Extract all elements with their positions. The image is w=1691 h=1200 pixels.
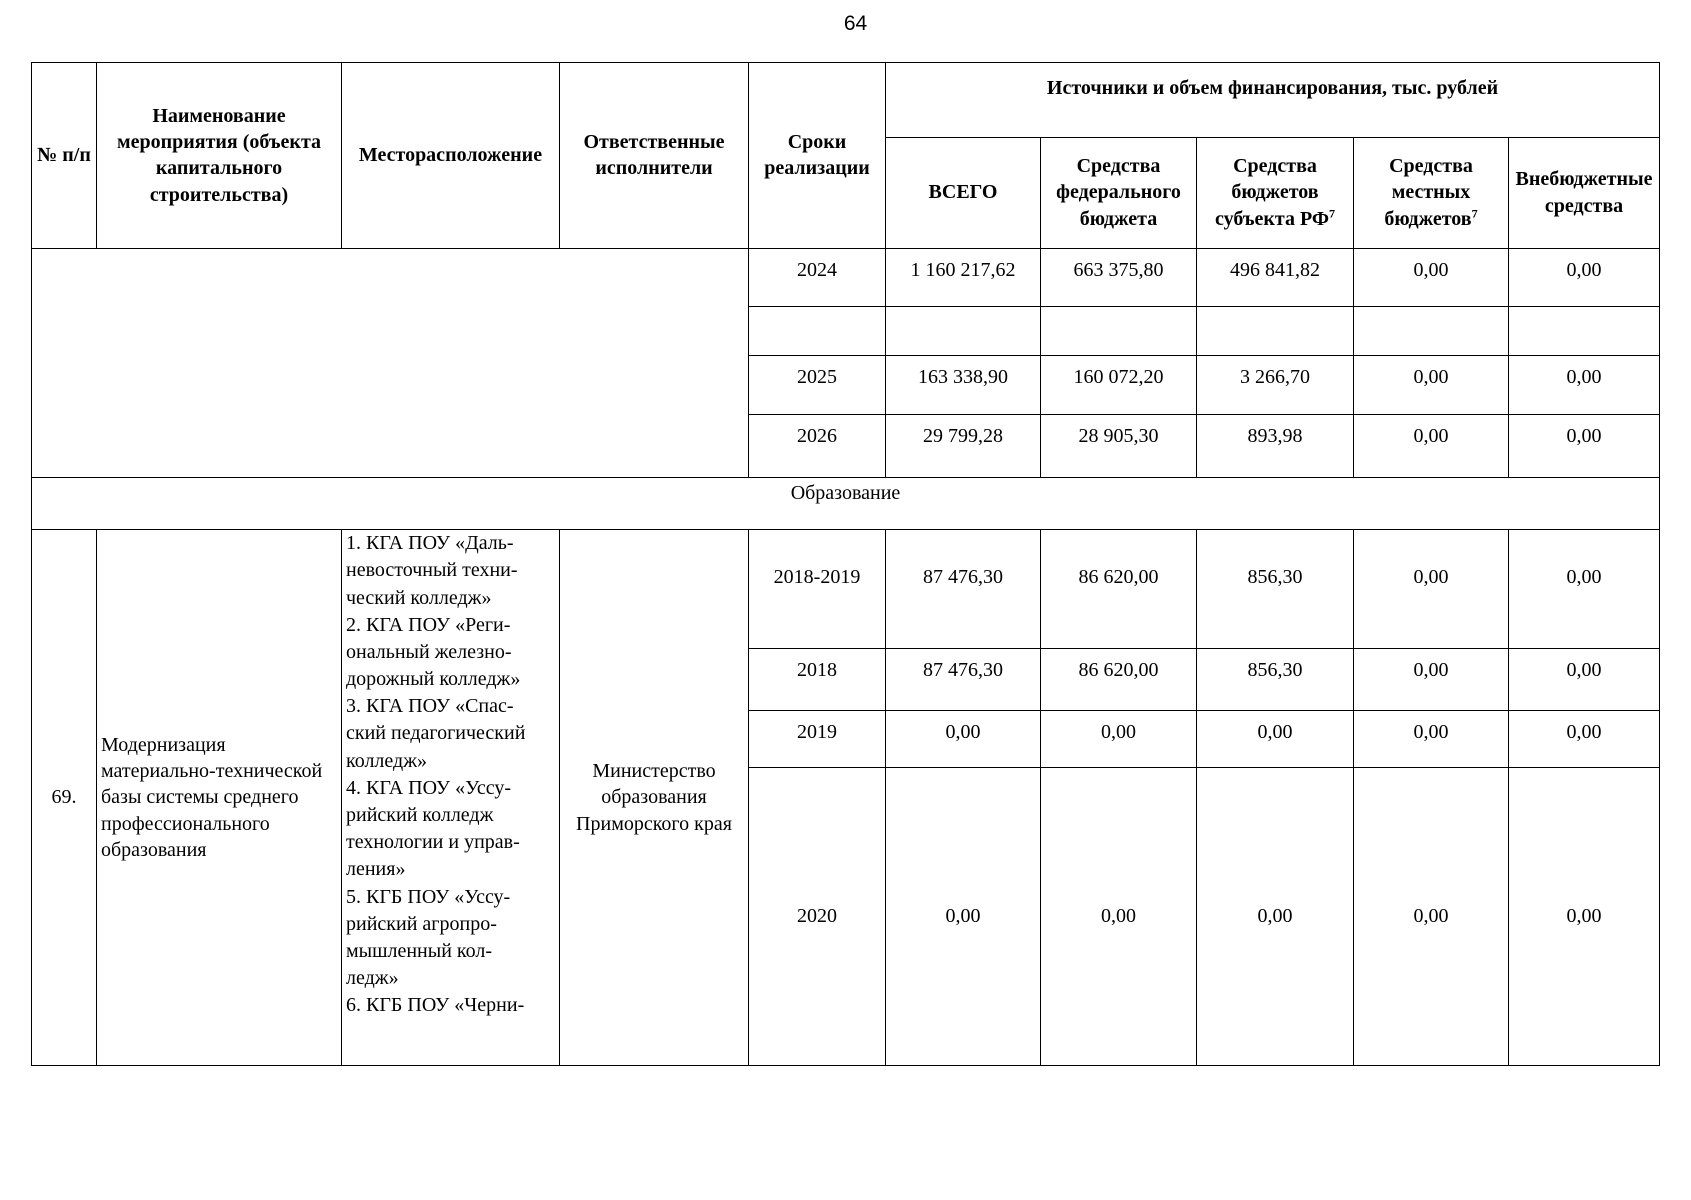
federal-cell	[1041, 307, 1197, 355]
federal-cell: 28 905,30	[1041, 415, 1197, 478]
local-cell: 0,00	[1354, 710, 1509, 768]
regional-cell: 893,98	[1197, 415, 1354, 478]
federal-cell: 86 620,00	[1041, 649, 1197, 711]
location-line: 6. КГБ ПОУ «Черни-	[346, 994, 525, 1017]
federal-cell: 160 072,20	[1041, 355, 1197, 415]
header-name: Наименование мероприятия (объекта капитального строительства)	[97, 63, 342, 249]
location-line: невосточный техни-	[346, 559, 518, 582]
local-cell: 0,00	[1354, 768, 1509, 1066]
item-executor: Министерство образования Приморского края	[560, 530, 749, 1066]
regional-cell: 0,00	[1197, 710, 1354, 768]
item-location	[342, 530, 560, 1066]
total-cell: 0,00	[886, 710, 1041, 768]
regional-cell	[1197, 307, 1354, 355]
section-title: Образование	[32, 477, 1660, 529]
table-row	[32, 530, 1660, 649]
year-cell: 2025	[749, 355, 886, 415]
total-cell: 87 476,30	[886, 530, 1041, 649]
location-line: 2. КГА ПОУ «Реги-	[346, 613, 511, 636]
regional-cell: 3 266,70	[1197, 355, 1354, 415]
header-local: Средства местных бюджетов$^7$	[1354, 137, 1509, 248]
local-cell	[1354, 307, 1509, 355]
year-cell: 2018	[749, 649, 886, 711]
federal-cell: 0,00	[1041, 710, 1197, 768]
location-line: ческий колледж»	[346, 586, 492, 609]
year-cell: 2024	[749, 248, 886, 307]
location-line: 1. КГА ПОУ «Даль-	[346, 532, 514, 555]
total-cell: 163 338,90	[886, 355, 1041, 415]
regional-cell: 0,00	[1197, 768, 1354, 1066]
location-line: колледж»	[346, 749, 428, 772]
location-line: технологии и управ-	[346, 831, 520, 854]
extra-cell	[1509, 307, 1660, 355]
extra-cell: 0,00	[1509, 768, 1660, 1066]
extra-cell: 0,00	[1509, 649, 1660, 711]
header-location: Месторасположение	[342, 63, 560, 249]
year-cell: 2018-2019	[749, 530, 886, 649]
total-cell: 87 476,30	[886, 649, 1041, 711]
item-name: Модернизация материально-технической базы системы среднего профессионального образования	[97, 530, 342, 1066]
header-federal: Средства федерального бюджета	[1041, 137, 1197, 248]
year-cell: 2020	[749, 768, 886, 1066]
extra-cell: 0,00	[1509, 530, 1660, 649]
continuation-blank-cell	[32, 248, 749, 477]
header-executors: Ответственные исполнители	[560, 63, 749, 249]
location-line: 5. КГБ ПОУ «Уссу-	[346, 885, 511, 908]
regional-cell: 496 841,82	[1197, 248, 1354, 307]
location-line: ления»	[346, 858, 406, 881]
location-line: ональный железно-	[346, 640, 512, 663]
location-line: ский педагогический	[346, 722, 526, 745]
location-line: 4. КГА ПОУ «Уссу-	[346, 776, 511, 799]
regional-cell: 856,30	[1197, 530, 1354, 649]
total-cell: 1 160 217,62	[886, 248, 1041, 307]
header-period: Сроки реализации	[749, 63, 886, 249]
header-extra: Внебюджетные средства	[1509, 137, 1660, 248]
header-no: № п/п	[32, 63, 97, 249]
local-cell: 0,00	[1354, 649, 1509, 711]
local-cell: 0,00	[1354, 415, 1509, 478]
local-cell: 0,00	[1354, 248, 1509, 307]
location-line: ледж»	[346, 967, 399, 990]
federal-cell: 0,00	[1041, 768, 1197, 1066]
total-cell	[886, 307, 1041, 355]
page-number: 64	[843, 12, 868, 35]
extra-cell: 0,00	[1509, 415, 1660, 478]
location-line: 3. КГА ПОУ «Спас-	[346, 695, 514, 718]
extra-cell: 0,00	[1509, 355, 1660, 415]
location-line: дорожный колледж»	[346, 668, 521, 691]
financing-table	[31, 62, 1660, 1066]
year-cell: 2026	[749, 415, 886, 478]
local-cell: 0,00	[1354, 355, 1509, 415]
location-line: рийский колледж	[346, 804, 494, 826]
regional-cell: 856,30	[1197, 649, 1354, 711]
header-sources: Источники и объем финансирования, тыс. рублей	[886, 63, 1660, 138]
item-number: 69.	[32, 530, 97, 1066]
year-cell: 2019	[749, 710, 886, 768]
local-cell: 0,00	[1354, 530, 1509, 649]
header-total: ВСЕГО	[886, 137, 1041, 248]
extra-cell: 0,00	[1509, 710, 1660, 768]
year-cell	[749, 307, 886, 355]
federal-cell: 663 375,80	[1041, 248, 1197, 307]
federal-cell: 86 620,00	[1041, 530, 1197, 649]
table-row	[32, 248, 1660, 307]
extra-cell: 0,00	[1509, 248, 1660, 307]
header-regional: Средства бюджетов субъекта $РФ^7$	[1197, 137, 1354, 248]
total-cell: 29 799,28	[886, 415, 1041, 478]
location-line: рийский агропро-	[346, 912, 497, 935]
total-cell: 0,00	[886, 768, 1041, 1066]
location-line: мышленный кол-	[346, 939, 492, 962]
